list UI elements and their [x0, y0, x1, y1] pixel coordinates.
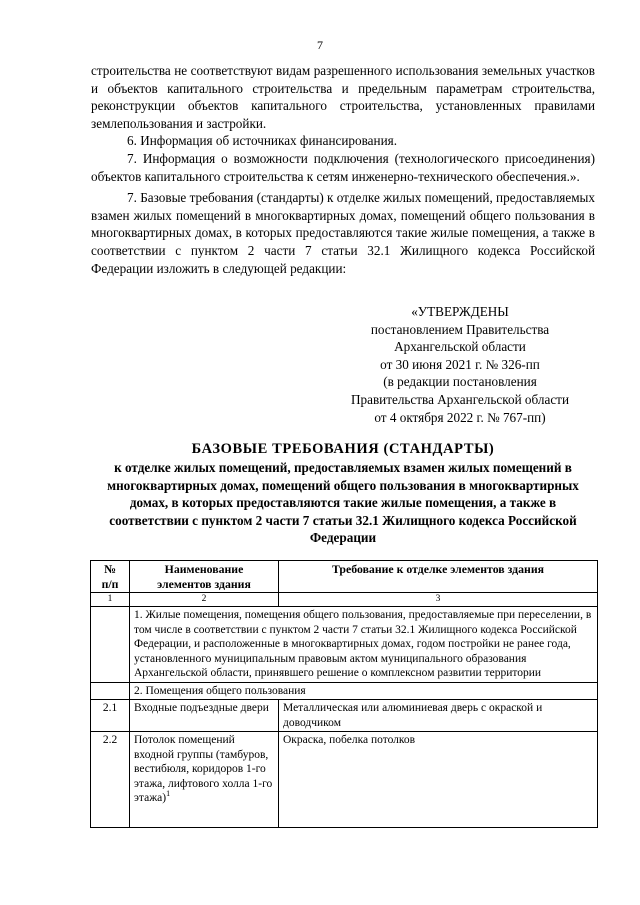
row-element-name-cell	[130, 732, 279, 828]
approval-line: «УТВЕРЖДЕНЫ	[411, 304, 509, 319]
requirements-table	[90, 560, 598, 828]
header-name-line: элементов здания	[157, 576, 251, 591]
header-requirement: Требование к отделке элементов здания	[279, 561, 598, 593]
table-cell-empty	[91, 607, 130, 683]
header-number-line: №	[104, 562, 116, 576]
column-number: 3	[279, 593, 598, 607]
page-number: 7	[317, 38, 323, 52]
table-row	[91, 732, 598, 828]
approval-line: Правительства Архангельской области	[350, 391, 570, 407]
approval-line: от 4 октября 2022 г. № 767-пп)	[374, 409, 546, 425]
table-cell-empty	[91, 682, 130, 700]
paragraph-continuation: строительства не соответствуют видам разрешенного использования земельных участков и объектов капитального строительства и предельным параметрам строительства, реконструкции объектов капитального строительства, установленных правилами землепользования и застройки.	[91, 63, 595, 131]
header-name-line: Наименование	[164, 562, 244, 576]
table-header-row	[91, 561, 598, 593]
row-requirement: Окраска, побелка потолков	[279, 732, 598, 828]
table-row	[91, 700, 598, 732]
row-number: 2.1	[91, 700, 130, 732]
row-element-name: Потолок помещений входной группы (тамбуров, вестибюля, коридоров 1-го этажа, лифтового холла 1-го этажа)	[134, 734, 273, 804]
footnote-marker: 1	[166, 789, 171, 799]
row-requirement: Металлическая или алюминиевая дверь с окраской и доводчиком	[279, 700, 598, 732]
header-number-line: п/п	[101, 576, 119, 591]
header-number	[91, 561, 130, 593]
approval-line: от 30 июня 2021 г. № 326-пп	[380, 356, 540, 372]
paragraph-financing: 6. Информация об источниках финансирования.	[127, 133, 397, 149]
paragraph-connection: 7. Информация о возможности подключения (технологического присоединения) объектов капитального строительства к сетям инженерно-технического обеспечения.».	[91, 150, 595, 184]
section-heading-2: 2. Помещения общего пользования	[130, 682, 598, 700]
header-element-name	[130, 561, 279, 593]
table-row	[91, 682, 598, 700]
row-element-name: Входные подъездные двери	[130, 700, 279, 732]
approval-line: Архангельской области	[394, 339, 526, 355]
column-number: 2	[130, 593, 279, 607]
column-number: 1	[91, 593, 130, 607]
column-number-row	[91, 593, 598, 607]
table-row	[91, 607, 598, 683]
approval-line: (в редакции постановления	[383, 374, 537, 390]
approval-block	[330, 303, 590, 426]
body-text	[91, 62, 595, 277]
document-title	[91, 440, 595, 547]
section-heading-1: 1. Жилые помещения, помещения общего пользования, предоставляемые при переселении, в том числе в соответствии с пунктом 2 части 7 статьи 32.1 Жилищного кодекса Российской Федерации, и расположенные в многоквартирных домах, годом постройки не ранее года, установленного муниципальным правовым актом муниципального образования Архангельской области, принявшего решение о комплексном развитии территории	[130, 607, 598, 683]
row-number: 2.2	[91, 732, 130, 828]
title-subtitle: к отделке жилых помещений, предоставляемых взамен жилых помещений в многоквартирных домах, помещений общего пользования в многоквартирных домах, в которых предоставляются такие жилые помещения, а также в соответствии с пунктом 2 части 7 статьи 32.1 Жилищного кодекса Российской Федерации	[107, 460, 579, 546]
approval-line: постановлением Правительства	[370, 321, 550, 337]
title-main: БАЗОВЫЕ ТРЕБОВАНИЯ (СТАНДАРТЫ)	[191, 441, 495, 457]
paragraph-amendment: 7. Базовые требования (стандарты) к отделке жилых помещений, предоставляемых взамен жилых помещений в многоквартирных домах, помещений общего пользования в многоквартирных домах, в которых предоставляются такие жилые помещения, а также в соответствии с пунктом 2 части 7 статьи 32.1 Жилищного кодекса Российской Федерации изложить в следующей редакции:	[91, 190, 595, 276]
